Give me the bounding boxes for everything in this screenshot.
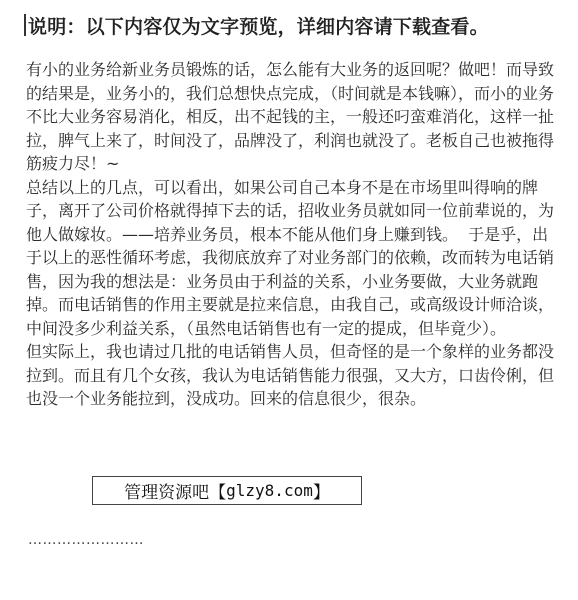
text-cursor bbox=[24, 14, 26, 36]
watermark-bracket-close: 】 bbox=[312, 483, 330, 503]
watermark-banner[interactable] bbox=[92, 476, 362, 505]
paragraph-2: 总结以上的几点，可以看出，如果公司自己本身不是在市场里叫得响的牌子，离开了公司价格就得掉下去的话，招收业务员就如同一位前辈说的，为他人做嫁妆。——培养业务员，根本不能从他们身上赚到钱。 于是乎，出于以上的恶性循环考虑，我彻底放弃了对业务部门的依赖，改而转为电话销售，因为我的想法是：业务员由于利益的关系，小业务要做，大业务就跑掉。而电话销售的作用主要就是拉来信息，由我自己，或高级设计师洽谈，中间没多少利益关系，（虽然电话销售也有一定的提成，但毕竟少）。 bbox=[26, 177, 555, 338]
paragraph-3: 但实际上，我也请过几批的电话销售人员，但奇怪的是一个象样的业务都没拉到。而且有几个女孩，我认为电话销售能力很强，又大方，口齿伶俐，但也没一个业务能拉到，没成功。回来的信息很少，很杂。 bbox=[26, 342, 555, 408]
truncation-ellipsis: …………………… bbox=[28, 532, 144, 548]
preview-notice: 说明：以下内容仅为文字预览，详细内容请下载查看。 bbox=[28, 16, 489, 38]
watermark-bracket-open: 【 bbox=[209, 483, 227, 503]
watermark-site: glzy8.com bbox=[226, 481, 313, 500]
watermark-label: 管理资源吧 bbox=[124, 483, 210, 503]
paragraph-1: 有小的业务给新业务员锻炼的话，怎么能有大业务的返回呢？做吧！而导致的结果是，业务小的，我们总想快点完成，（时间就是本钱嘛），而小的业务不比大业务容易消化，相反，出不起钱的主，一般还叼蛮难消化，这样一扯拉，脾气上来了，时间没了，品牌没了，利润也就没了。老板自己也被拖得筋疲力尽！~ bbox=[26, 60, 555, 173]
document-body bbox=[26, 58, 556, 411]
